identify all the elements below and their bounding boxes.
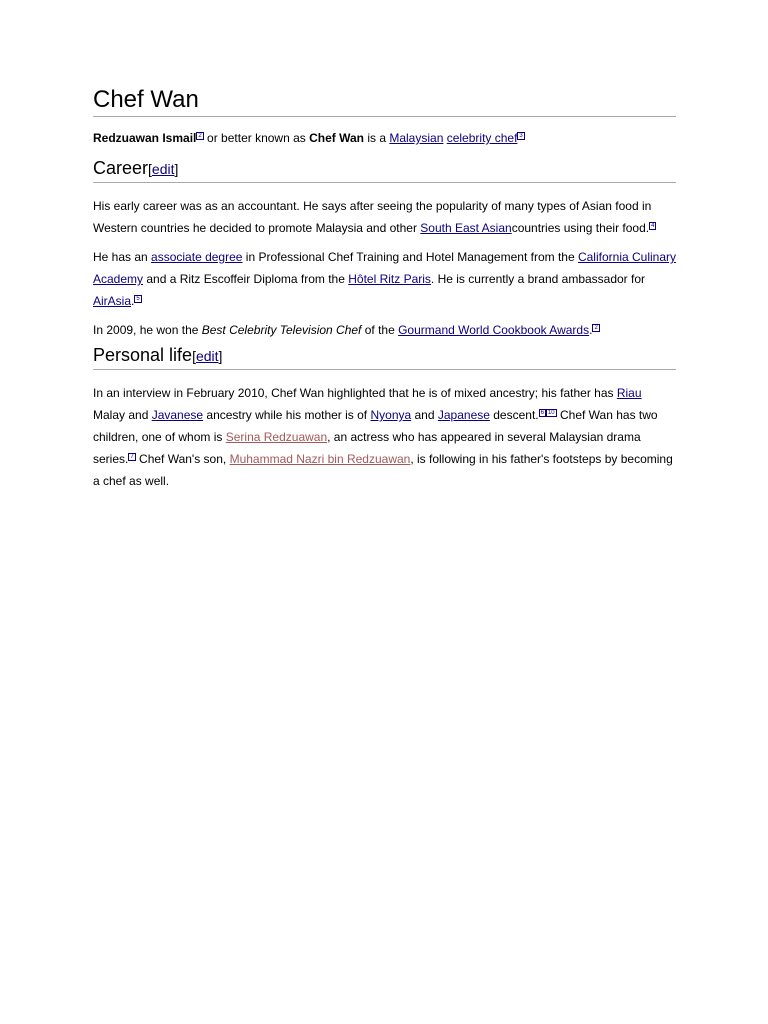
text: In an interview in February 2010, Chef Wan highlighted that he is of mixed ancestry; his father has — [93, 386, 617, 400]
text: countries using their food. — [511, 221, 650, 235]
subject-alias: Chef Wan — [309, 131, 364, 145]
text: is a — [364, 131, 390, 145]
text: He has an — [93, 250, 152, 264]
link-javanese[interactable]: Javanese — [151, 408, 204, 422]
link-japanese[interactable]: Japanese — [437, 408, 490, 422]
text: Chef Wan has two children, one of whom is — [93, 408, 658, 444]
text: . — [589, 323, 593, 337]
text: , is following in his father's footsteps by becoming a chef as well. — [93, 452, 673, 488]
text: of the — [361, 323, 399, 337]
bracket: [ — [192, 348, 196, 364]
edit-section — [148, 161, 178, 177]
link-nyonya[interactable]: Nyonya — [370, 408, 412, 422]
article — [93, 84, 676, 492]
text: In 2009, he won the — [93, 323, 202, 337]
link-associate-degree[interactable]: associate degree — [151, 250, 243, 264]
text: Chef Wan's son, — [135, 452, 230, 466]
link-south-east-asian[interactable]: South East Asian — [420, 221, 512, 235]
ref-link[interactable]: 6 — [540, 410, 544, 416]
ref-marker — [134, 295, 141, 302]
ref-marker — [196, 132, 203, 139]
ref-link[interactable]: 3 — [519, 133, 523, 139]
link-hotel-ritz-paris[interactable]: Hôtel Ritz Paris — [348, 272, 431, 286]
text: . — [131, 294, 135, 308]
edit-section — [192, 348, 222, 364]
text: Malay and — [93, 408, 152, 422]
link-riau[interactable]: Riau — [616, 386, 642, 400]
text: and a Ritz Escoffeir Diploma from the — [143, 272, 349, 286]
ref-link[interactable]: 2 — [594, 325, 598, 331]
ref-link[interactable]: 10 — [547, 410, 555, 416]
career-paragraph-2 — [93, 246, 676, 312]
lead-paragraph — [93, 127, 676, 149]
award-name: Best Celebrity Television Chef — [201, 323, 362, 337]
link-gourmand-awards[interactable]: Gourmand World Cookbook Awards — [398, 323, 590, 337]
text: in Professional Chef Training and Hotel Management from the — [242, 250, 578, 264]
ref-marker — [592, 324, 599, 331]
bracket: [ — [148, 161, 152, 177]
ref-marker — [517, 132, 524, 139]
text: ancestry while his mother is of — [203, 408, 371, 422]
bracket: ] — [218, 348, 223, 364]
link-airasia[interactable]: AirAsia — [93, 294, 132, 308]
ref-marker — [128, 453, 135, 460]
ref-link[interactable]: 2 — [198, 133, 202, 139]
text: and — [411, 408, 438, 422]
link-muhammad-nazri[interactable]: Muhammad Nazri bin Redzuawan — [229, 452, 411, 466]
section-heading-career — [93, 155, 676, 183]
heading-text: Career — [93, 158, 149, 178]
edit-link-personal-life[interactable]: edit — [195, 348, 219, 364]
ref-link[interactable]: 4 — [651, 223, 655, 229]
career-paragraph-1 — [93, 195, 676, 239]
link-malaysian[interactable]: Malaysian — [389, 131, 444, 145]
section-heading-personal-life — [93, 342, 676, 370]
link-celebrity-chef[interactable]: celebrity chef — [446, 131, 518, 145]
text: His early career was as an accountant. He says after seeing the popularity of many types of Asian food in Western countries he decided to promote Malaysia and other — [93, 199, 652, 235]
text: , an actress who has appeared in several Malaysian drama series. — [93, 430, 641, 466]
text: descent. — [489, 408, 539, 422]
career-paragraph-3 — [93, 319, 676, 341]
ref-link[interactable]: 5 — [136, 296, 140, 302]
text: . He is currently a brand ambassador for — [430, 272, 646, 286]
link-california-culinary-academy[interactable]: California Culinary Academy — [93, 250, 677, 286]
personal-paragraph-1 — [93, 382, 676, 492]
page-title: Chef Wan — [93, 84, 676, 117]
heading-text: Personal life — [93, 345, 193, 365]
edit-link-career[interactable]: edit — [151, 161, 175, 177]
link-serina-redzuawan[interactable]: Serina Redzuawan — [225, 430, 328, 444]
ref-link[interactable]: 7 — [130, 454, 134, 460]
bracket: ] — [174, 161, 179, 177]
text: or better known as — [203, 131, 310, 145]
subject-name: Redzuawan Ismail — [93, 131, 197, 145]
ref-marker — [539, 409, 557, 416]
ref-marker — [649, 222, 656, 229]
